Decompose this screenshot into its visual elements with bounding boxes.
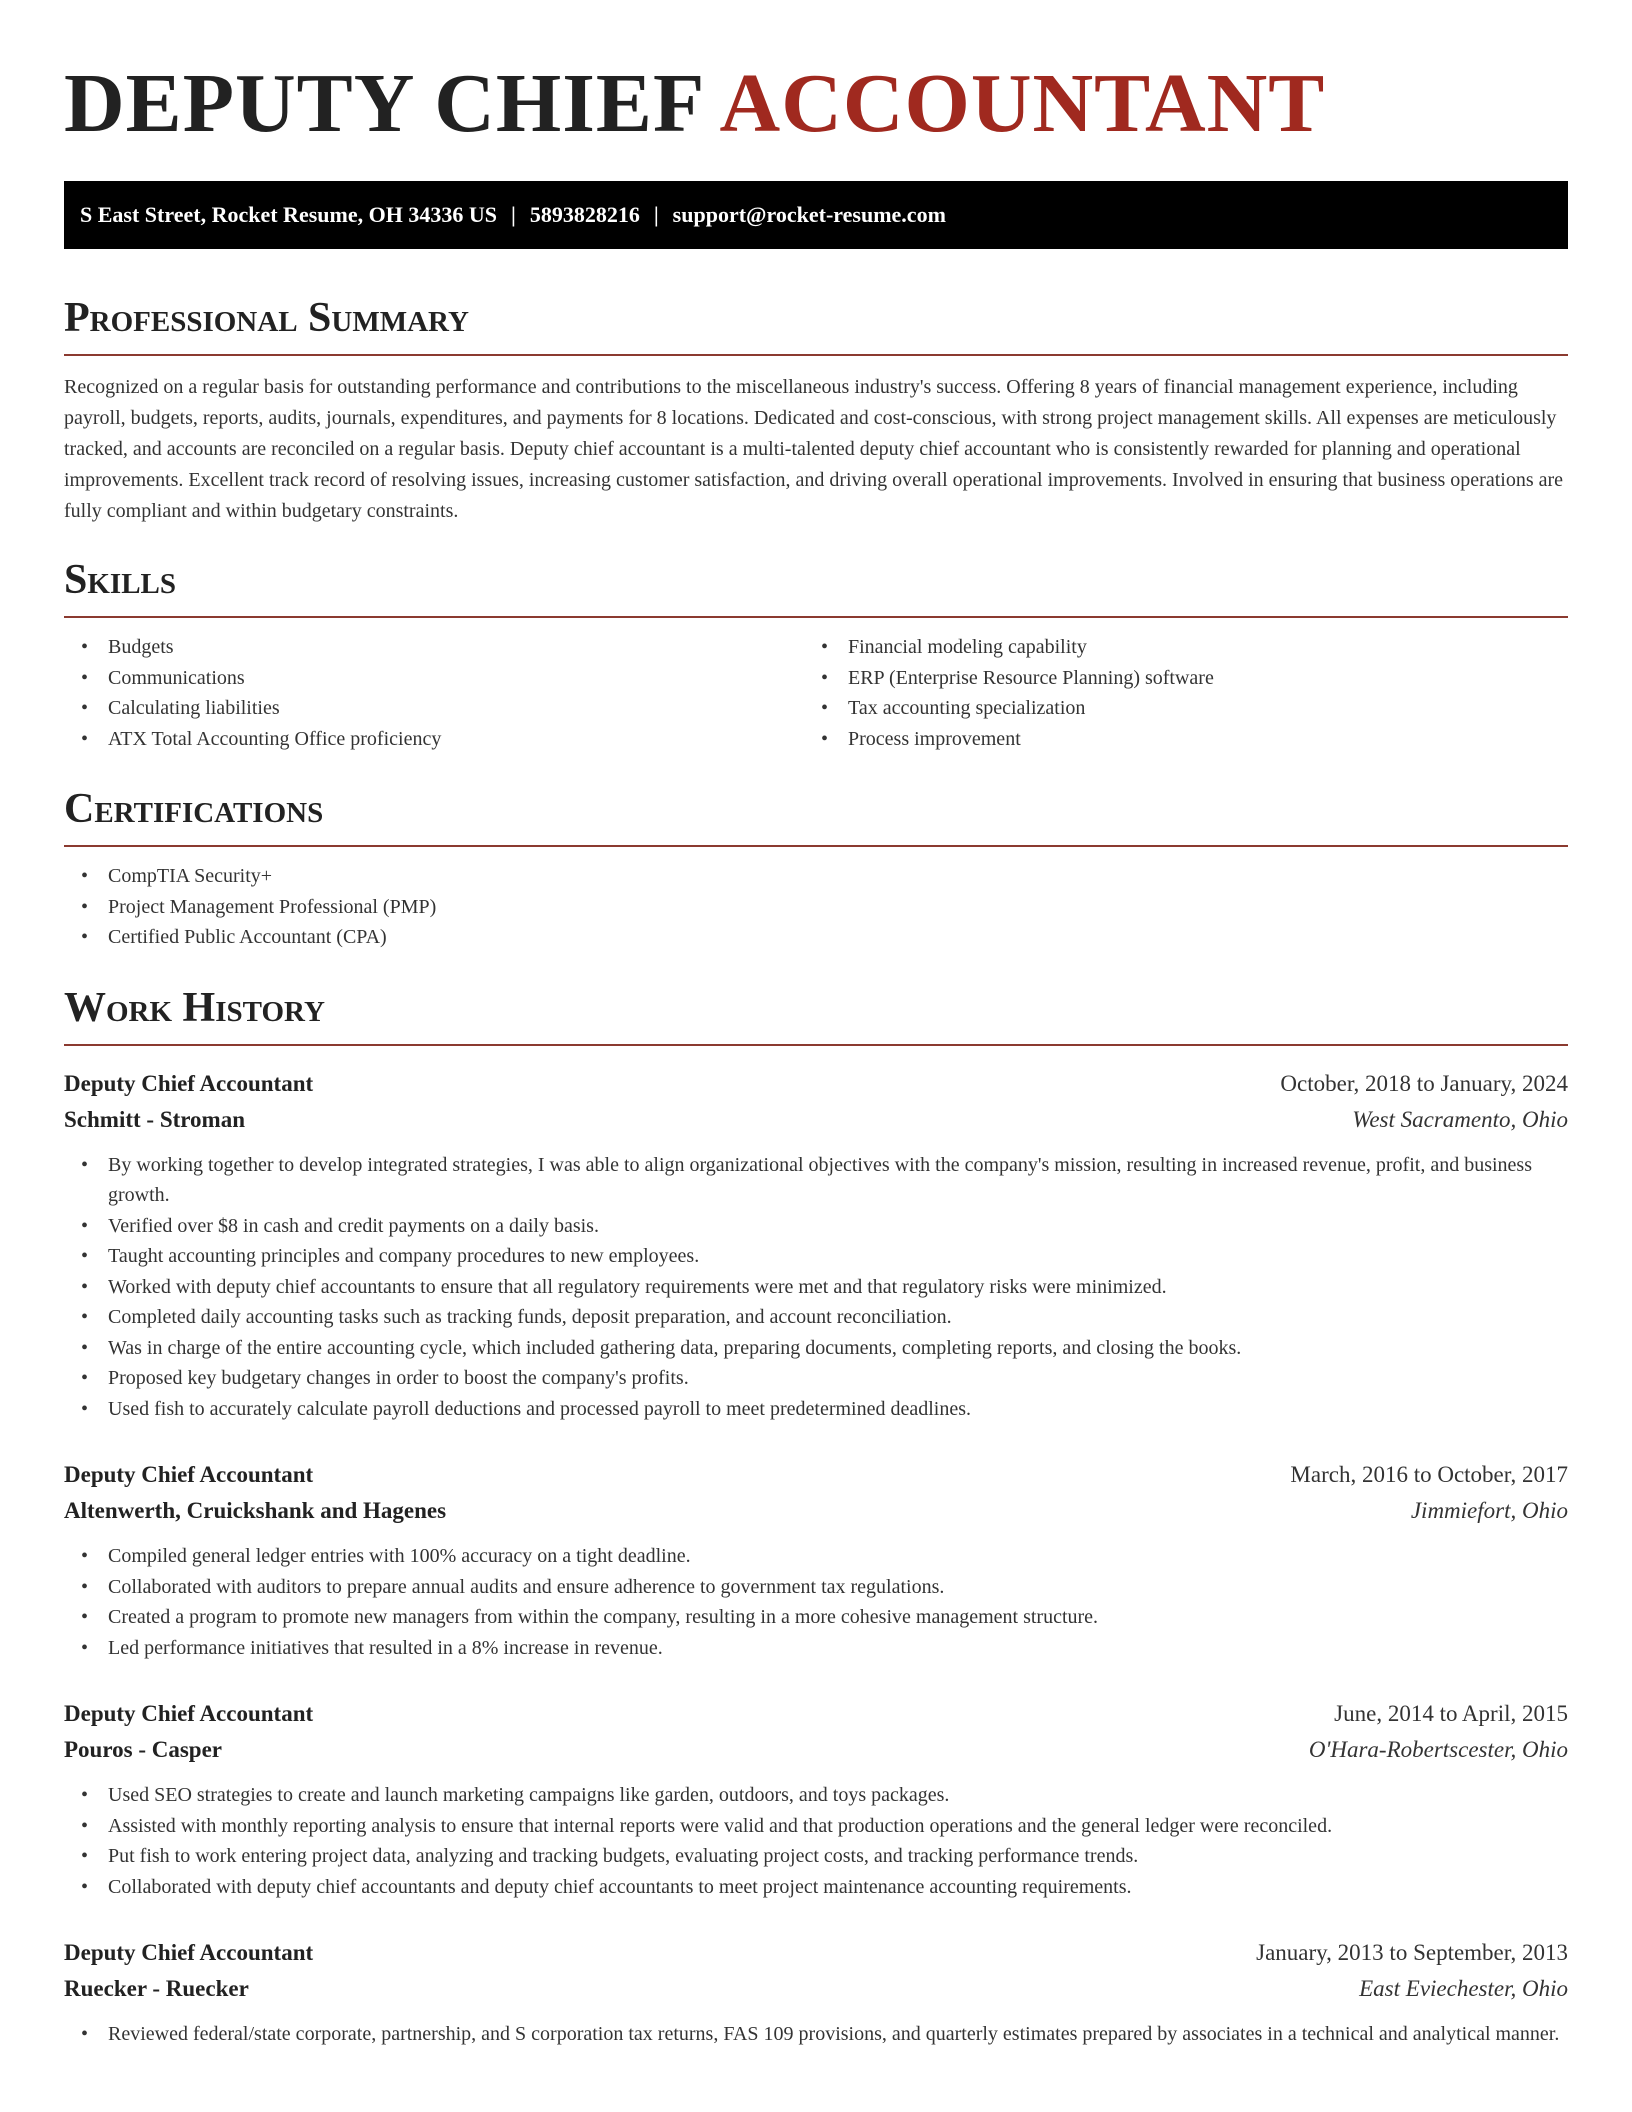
job-duty: • Compiled general ledger entries with 100% accuracy on a tight deadline. bbox=[64, 1541, 1568, 1572]
job-entry bbox=[64, 1457, 1568, 1663]
skill-item: • Tax accounting specialization bbox=[804, 693, 1544, 724]
job-dates: January, 2013 to September, 2013 bbox=[1256, 1940, 1568, 1965]
job-duties-list bbox=[64, 2019, 1568, 2050]
job-duty: • By working together to develop integrated strategies, I was able to align organizational objectives with the company's mission, resulting in increased revenue, profit, and business growth. bbox=[64, 1150, 1568, 1211]
job-location: Jimmiefort, Ohio bbox=[1410, 1498, 1568, 1523]
job-duty: • Collaborated with auditors to prepare annual audits and ensure adherence to government tax regulations. bbox=[64, 1572, 1568, 1603]
section-title-summary: Professional Summary bbox=[64, 295, 469, 341]
skills-list-left bbox=[64, 632, 804, 754]
job-entry bbox=[64, 1696, 1568, 1902]
job-entry bbox=[64, 1935, 1568, 2050]
contact-separator: | bbox=[653, 202, 659, 227]
job-duty: • Led performance initiatives that resulted in a 8% increase in revenue. bbox=[64, 1633, 1568, 1664]
job-dates: October, 2018 to January, 2024 bbox=[1280, 1070, 1568, 1096]
job-company: Ruecker - Ruecker bbox=[64, 1976, 249, 2001]
skills-list-right bbox=[804, 632, 1544, 754]
contact-address: S East Street, Rocket Resume, OH 34336 US bbox=[80, 202, 497, 227]
skills-columns bbox=[64, 632, 1568, 754]
job-title: Deputy Chief Accountant bbox=[64, 1940, 314, 1965]
skill-item: • ATX Total Accounting Office proficiency bbox=[64, 724, 804, 755]
name-first: DEPUTY CHIEF bbox=[64, 57, 703, 150]
section-divider bbox=[64, 354, 1568, 356]
job-location: O'Hara-Robertscester, Ohio bbox=[1308, 1737, 1568, 1762]
resume-name bbox=[64, 58, 1568, 150]
job-duty: • Proposed key budgetary changes in order to boost the company's profits. bbox=[64, 1363, 1568, 1394]
job-duty: • Put fish to work entering project data, analyzing and tracking budgets, evaluating project costs, and tracking performance trends. bbox=[64, 1841, 1568, 1872]
resume-content bbox=[64, 0, 1568, 2050]
job-company: Altenwerth, Cruickshank and Hagenes bbox=[64, 1498, 447, 1523]
job-title: Deputy Chief Accountant bbox=[64, 1462, 314, 1487]
job-duty: • Used SEO strategies to create and launch marketing campaigns like garden, outdoors, and toys packages. bbox=[64, 1780, 1568, 1811]
contact-bar bbox=[64, 181, 1568, 249]
section-divider bbox=[64, 1044, 1568, 1046]
section-divider bbox=[64, 845, 1568, 847]
job-duty: • Completed daily accounting tasks such as tracking funds, deposit preparation, and account reconciliation. bbox=[64, 1302, 1568, 1333]
job-dates: June, 2014 to April, 2015 bbox=[1334, 1701, 1568, 1726]
skill-item: • Communications bbox=[64, 663, 804, 694]
summary-text: Recognized on a regular basis for outstanding performance and contributions to the miscellaneous industry's success. Offering 8 years of financial management experience, including payroll, budgets, reports, audits, journals, expenditures, and payments for 8 locations. Dedicated and cost-conscious, with strong project management skills. All expenses are meticulously tracked, and accounts are reconciled on a regular basis. Deputy chief accountant is a multi-talented deputy chief accountant who is consistently rewarded for planning and operational improvements. Excellent track record of resolving issues, increasing customer satisfaction, and driving overall operational improvements. Involved in ensuring that business operations are fully compliant and within budgetary constraints. bbox=[64, 376, 1564, 522]
job-duties-list bbox=[64, 1780, 1568, 1902]
name-last: ACCOUNTANT bbox=[719, 57, 1326, 150]
job-duty: • Used fish to accurately calculate payroll deductions and processed payroll to meet predetermined deadlines. bbox=[64, 1394, 1568, 1425]
job-title: Deputy Chief Accountant bbox=[64, 1070, 314, 1096]
job-company: Schmitt - Stroman bbox=[64, 1106, 246, 1132]
section-title-work-history: Work History bbox=[64, 984, 325, 1031]
skill-item: • Financial modeling capability bbox=[804, 632, 1544, 663]
section-divider bbox=[64, 616, 1568, 618]
job-duty: • Assisted with monthly reporting analysis to ensure that internal reports were valid and that production operations and the general ledger were reconciled. bbox=[64, 1811, 1568, 1842]
section-title-skills: Skills bbox=[64, 557, 177, 603]
contact-separator: | bbox=[510, 202, 516, 227]
job-dates: March, 2016 to October, 2017 bbox=[1290, 1462, 1568, 1487]
job-duties-list bbox=[64, 1150, 1568, 1425]
job-duty: • Collaborated with deputy chief accountants and deputy chief accountants to meet project maintenance accounting requirements. bbox=[64, 1872, 1568, 1903]
certifications-list bbox=[64, 861, 1568, 953]
job-entry bbox=[64, 1066, 1568, 1425]
certification-item: • Project Management Professional (PMP) bbox=[64, 892, 1568, 923]
certification-item: • CompTIA Security+ bbox=[64, 861, 1568, 892]
job-duty: • Created a program to promote new managers from within the company, resulting in a more cohesive management structure. bbox=[64, 1602, 1568, 1633]
certification-item: • Certified Public Accountant (CPA) bbox=[64, 922, 1568, 953]
skill-item: • Calculating liabilities bbox=[64, 693, 804, 724]
job-location: West Sacramento, Ohio bbox=[1352, 1106, 1568, 1132]
job-title: Deputy Chief Accountant bbox=[64, 1701, 314, 1726]
job-duty: • Taught accounting principles and company procedures to new employees. bbox=[64, 1241, 1568, 1272]
job-location: East Eviechester, Ohio bbox=[1359, 1976, 1568, 2001]
job-duty: • Reviewed federal/state corporate, partnership, and S corporation tax returns, FAS 109 provisions, and quarterly estimates prepared by associates in a technical and analytical manner. bbox=[64, 2019, 1568, 2050]
job-duty: • Was in charge of the entire accounting cycle, which included gathering data, preparing documents, completing reports, and closing the books. bbox=[64, 1333, 1568, 1364]
job-duty: • Worked with deputy chief accountants to ensure that all regulatory requirements were met and that regulatory risks were minimized. bbox=[64, 1272, 1568, 1303]
job-duty: • Verified over $8 in cash and credit payments on a daily basis. bbox=[64, 1211, 1568, 1242]
job-company: Pouros - Casper bbox=[64, 1737, 223, 1762]
skill-item: • Process improvement bbox=[804, 724, 1544, 755]
skill-item: • Budgets bbox=[64, 632, 804, 663]
job-duties-list bbox=[64, 1541, 1568, 1663]
contact-phone: 5893828216 bbox=[529, 202, 640, 227]
section-title-certifications: Certifications bbox=[64, 786, 324, 832]
contact-email: support@rocket-resume.com bbox=[672, 202, 946, 227]
skill-item: • ERP (Enterprise Resource Planning) software bbox=[804, 663, 1544, 694]
